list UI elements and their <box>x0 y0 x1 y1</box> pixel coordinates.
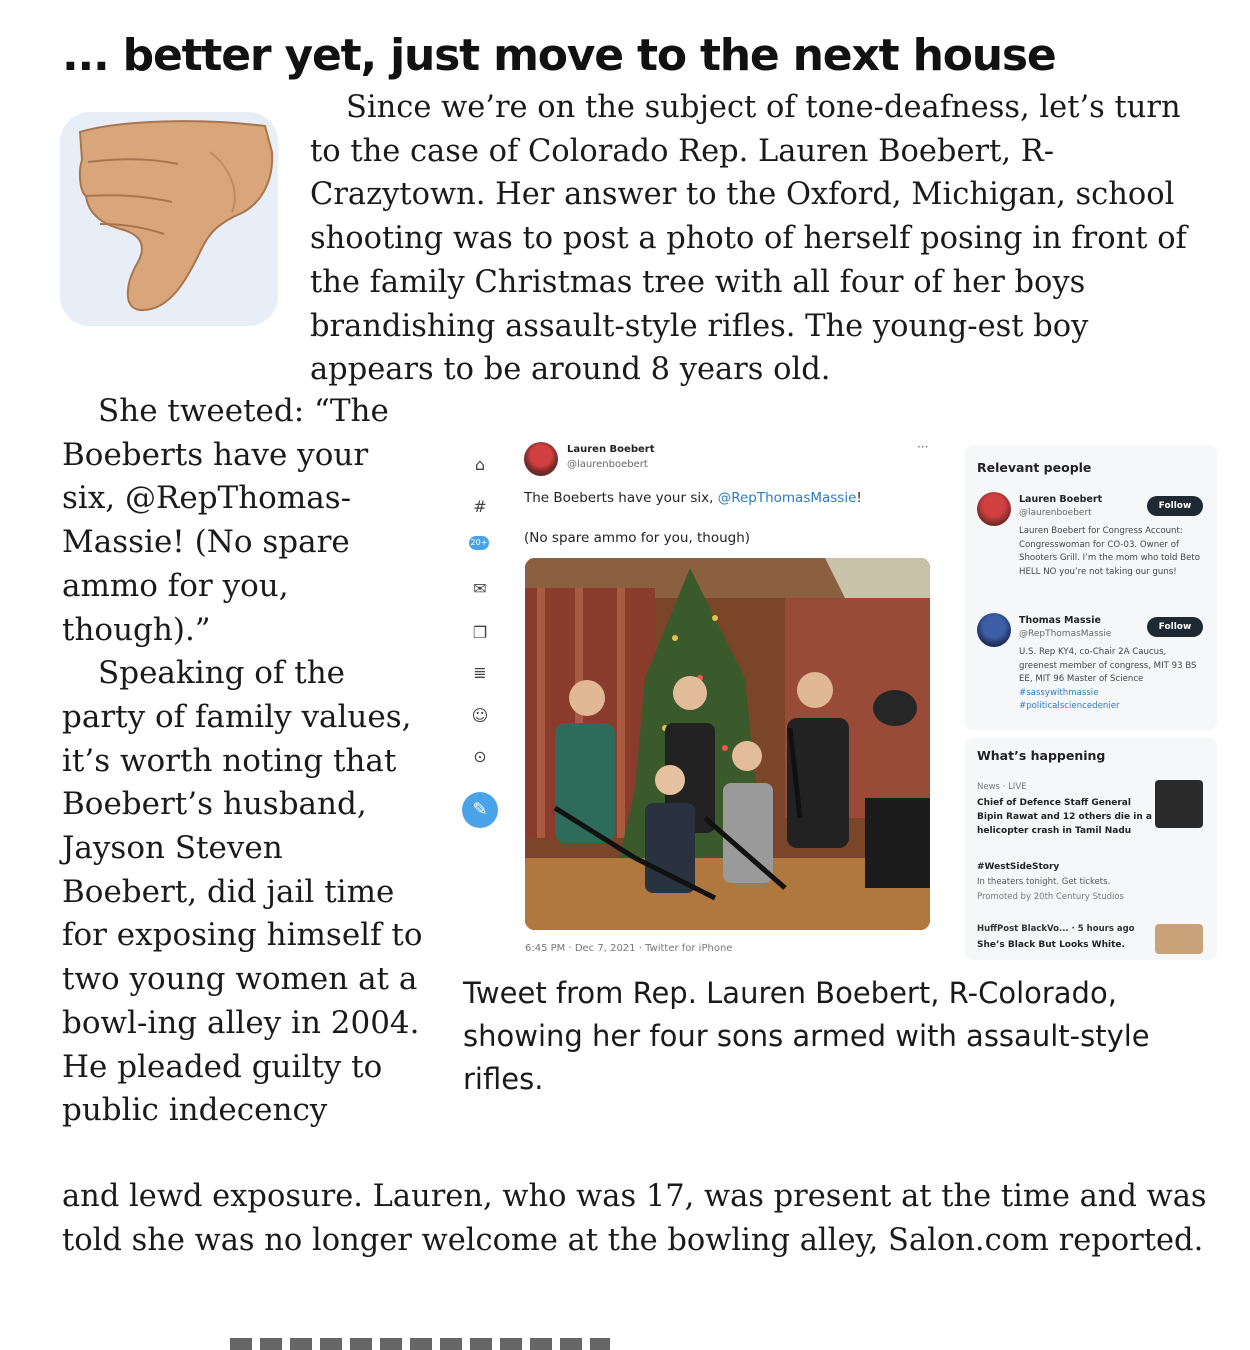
tweet-text-suffix: ! <box>856 490 862 506</box>
person-name[interactable]: Thomas Massie <box>1019 615 1101 626</box>
notifications-badge[interactable]: 20+ <box>469 536 489 550</box>
person-bio <box>1019 646 1204 714</box>
trend-meta: Promoted by 20th Century Studios <box>977 892 1124 902</box>
trend-headline[interactable]: She’s Black But Looks White. <box>977 940 1125 950</box>
trend-thumbnail[interactable] <box>1155 780 1203 828</box>
tweet-text <box>524 490 862 506</box>
left-column <box>62 390 427 1133</box>
person-bio-text: U.S. Rep KY4, co-Chair 2A Caucus, greenest member of congress, MIT 93 BS EE, MIT 96 Master of Science <box>1019 647 1197 685</box>
tweet-author-name[interactable]: Lauren Boebert <box>567 444 655 455</box>
compose-icon[interactable]: ✎ <box>462 792 498 828</box>
avatar[interactable] <box>524 442 558 476</box>
bookmark-icon[interactable]: ❐ <box>472 623 488 642</box>
hashtag-link[interactable]: #sassywithmassie <box>1019 687 1099 698</box>
photo-caption: Tweet from Rep. Lauren Boebert, R-Colorado, showing her four sons armed with assault-style rifles. <box>463 976 1150 1096</box>
tweet-screenshot <box>447 430 1225 960</box>
person-bio: Lauren Boebert for Congress Account: Congresswoman for CO-03. Owner of Shooters Grill. I’m the mom who told Beto HELL NO you’re not taking our guns! <box>1019 526 1201 577</box>
trend-sub: In theaters tonight. Get tickets. <box>977 877 1111 887</box>
trend-meta: HuffPost BlackVo... · 5 hours ago <box>977 924 1135 934</box>
avatar[interactable] <box>977 613 1011 647</box>
headline: ... better yet, just move to the next house <box>62 30 1056 81</box>
trend-headline[interactable]: Chief of Defence Staff General Bipin Rawat and 12 others die in a helicopter crash in Tamil Nadu <box>977 798 1152 836</box>
tweet-text-prefix: The Boeberts have your six, <box>524 490 718 506</box>
person-handle[interactable]: @RepThomasMassie <box>1019 629 1112 639</box>
profile-icon[interactable]: ☺ <box>471 706 489 725</box>
tweet-timestamp[interactable]: 6:45 PM · Dec 7, 2021 · Twitter for iPhone <box>525 943 733 954</box>
intro-paragraph: Since we’re on the subject of tone-deafness, let’s turn to the case of Colorado Rep. Lauren Boebert, R-Crazytown. Her answer to the Oxford, Michigan, school shooting was to post a photo of herself posing in front of the family Christmas tree with all four of her boys brandishing assault-style rifles. The young-est boy appears to be around 8 years old. <box>310 90 1187 388</box>
messages-icon[interactable]: ✉ <box>473 579 487 598</box>
quote-paragraph: She tweeted: “The Boeberts have your six, @RepThomas-Massie! (No spare ammo for you, though).” <box>62 393 389 648</box>
follow-button[interactable]: Follow <box>1147 496 1203 516</box>
husband-paragraph: Speaking of the party of family values, it’s worth noting that Boebert’s husband, Jayson Steven Boebert, did jail time for exposing himself to two young women at a bowl-ing alley in 2004. He pleaded guilty to public indecency <box>62 655 423 1129</box>
more-options-icon[interactable]: ··· <box>917 440 929 454</box>
trend-meta: News · LIVE <box>977 782 1027 792</box>
relevant-people-title: Relevant people <box>977 460 1092 475</box>
tweet-author-handle[interactable]: @laurenboebert <box>567 459 648 470</box>
hashtag-link[interactable]: #politicalsciencedenier <box>1019 701 1120 712</box>
home-icon[interactable]: ⌂ <box>474 455 486 474</box>
thumbs-down-icon <box>60 112 278 326</box>
twitter-nav-rail <box>447 430 517 960</box>
person-handle[interactable]: @laurenboebert <box>1019 508 1092 518</box>
avatar[interactable] <box>977 492 1011 526</box>
tweet-text-line2: (No spare ammo for you, though) <box>524 530 751 546</box>
closing-paragraph: and lewd exposure. Lauren, who was 17, was present at the time and was told she was no longer welcome at the bowling alley, Salon.com reported. <box>62 1179 1207 1258</box>
trend-headline[interactable]: #WestSideStory <box>977 862 1060 872</box>
trend-thumbnail[interactable] <box>1155 924 1203 954</box>
person-name[interactable]: Lauren Boebert <box>1019 494 1103 505</box>
follow-button[interactable]: Follow <box>1147 617 1203 637</box>
next-headline-cutoff <box>230 1338 610 1350</box>
hashtag-icon[interactable]: # <box>473 497 487 516</box>
more-icon[interactable]: ⊙ <box>473 747 487 766</box>
tweet-mention-link[interactable]: @RepThomasMassie <box>717 490 857 506</box>
lists-icon[interactable]: ≣ <box>473 663 487 682</box>
thumbs-down-image <box>60 112 278 326</box>
tweet-photo[interactable] <box>525 558 930 930</box>
whats-happening-title: What’s happening <box>977 748 1106 763</box>
